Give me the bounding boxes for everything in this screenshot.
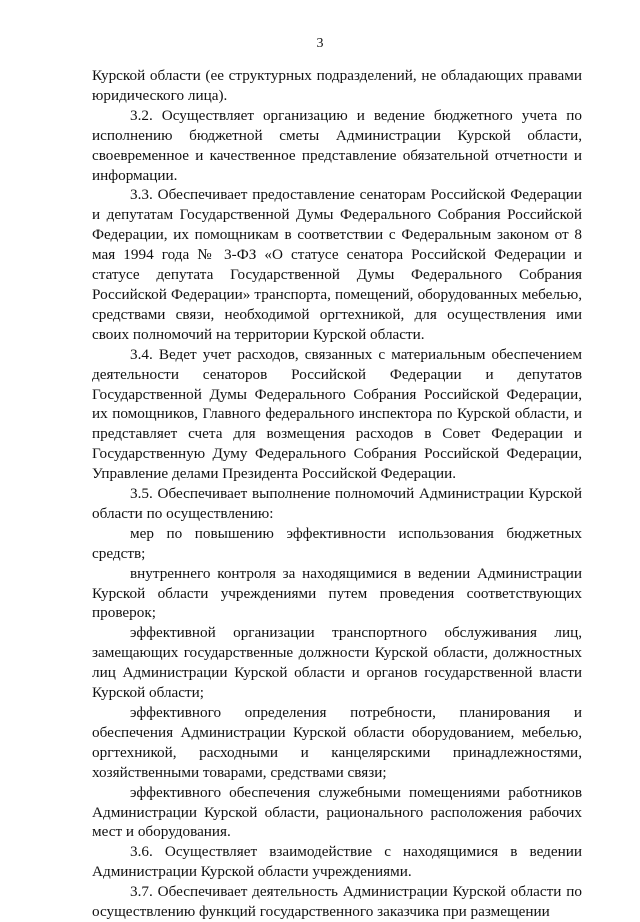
paragraph-3-5-item-supply: эффективного определения потребности, планирования и обеспечения Администрации Курской области оборудованием, мебелью, оргтехникой, расходными и канцелярскими принадлежностями, хозяйственными товарами, средствами связи; [92, 704, 582, 781]
paragraph-3-3: 3.3. Обеспечивает предоставление сенаторам Российской Федерации и депутатам Государственной Думы Федерального Собрания Российской Федерации, их помощникам в соответствии с Федеральным законом от 8 мая 1994 года № 3-ФЗ «О статусе сенатора Российской Федерации и статусе депутата Государственной Думы Федерального Собрания Российской Федерации» транспорта, помещений, оборудованных мебелью, средствами связи, необходимой оргтехникой, для осуществления ими своих полномочий на территории Курской области. [92, 186, 582, 343]
page-number: 3 [316, 36, 324, 51]
paragraph-3-7: 3.7. Обеспечивает деятельность Администрации Курской области по осуществлению функций государственного заказчика при размещении [92, 883, 582, 921]
paragraph-3-4: 3.4. Ведет учет расходов, связанных с материальным обеспечением деятельности сенаторов Российской Федерации и депутатов Государственной Думы Федерального Собрания Российской Федерации, их помощников, Главного федерального инспектора по Курской области, и представляет счета для возмещения расходов в Совет Федерации и Государственную Думу Федерального Собрания Российской Федерации, Управление делами Президента Российской Федерации. [92, 345, 582, 483]
paragraph-3-6: 3.6. Осуществляет взаимодействие с находящимися в ведении Администрации Курской области учреждениями. [92, 843, 582, 881]
paragraph-3-5-item-control: внутреннего контроля за находящимися в ведении Администрации Курской области учреждениями путем проведения соответствующих проверок; [92, 564, 582, 622]
paragraph-3-5-item-transport: эффективной организации транспортного обслуживания лиц, замещающих государственные должности Курской области, должностных лиц Администрации Курской области и органов государственной власти Курской области; [92, 624, 582, 702]
paragraph-3-5: 3.5. Обеспечивает выполнение полномочий Администрации Курской области по осуществлению: [92, 485, 582, 522]
paragraph-3-2: 3.2. Осуществляет организацию и ведение бюджетного учета по исполнению бюджетной сметы Администрации Курской области, своевременное и качественное представление обязательной отчетности и информации. [92, 106, 582, 184]
paragraph-3-5-item-budget: мер по повышению эффективности использования бюджетных средств; [92, 524, 582, 562]
paragraph-continuation: Курской области (ее структурных подразделений, не обладающих правами юридического лица). [92, 67, 582, 104]
document-body [92, 66, 582, 922]
paragraph-3-5-item-premises: эффективного обеспечения служебными помещениями работников Администрации Курской области, рационального расположения рабочих мест и оборудования. [92, 783, 582, 841]
